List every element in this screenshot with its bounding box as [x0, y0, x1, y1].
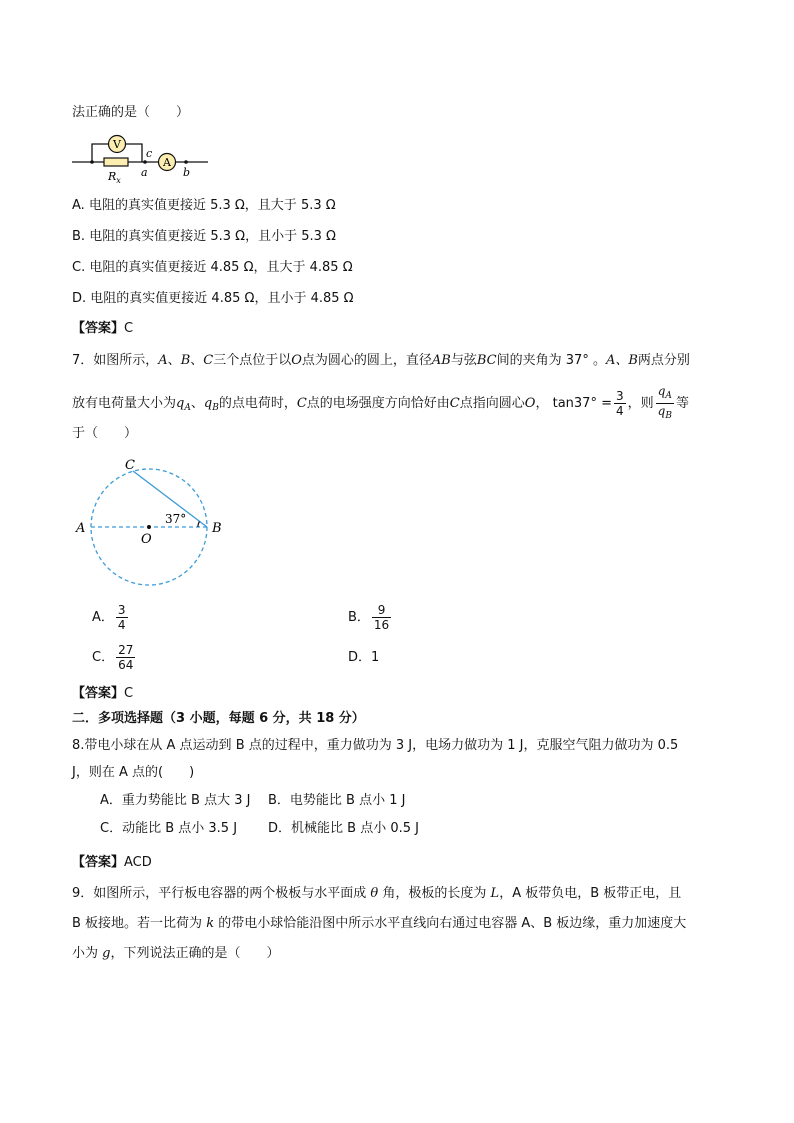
q6-option-c: C. 电阻的真实值更接近 4.85 Ω，且大于 4.85 Ω — [72, 260, 353, 275]
q6-option-a: A. 电阻的真实值更接近 5.3 Ω，且大于 5.3 Ω — [72, 198, 336, 213]
node-c-label: c — [146, 147, 153, 160]
point-b-label: B — [212, 521, 222, 536]
q7-line-3: 于（ ） — [72, 426, 138, 441]
q9-line-2: B 板接地。若一比荷为 k 的带电小球恰能沿图中所示水平直线向右通过电容器 A、B 板边缘，重力加速度大 — [72, 916, 687, 931]
resistor-rx — [104, 158, 128, 166]
q6-option-b: B. 电阻的真实值更接近 5.3 Ω，且小于 5.3 Ω — [72, 229, 336, 244]
q7-option-d: D．1 — [348, 650, 380, 665]
q7-option-c: C． $\frac{27}{64}$ — [92, 643, 134, 672]
q8-option-a: A．重力势能比 B 点大 3 J — [100, 793, 251, 808]
fraction-3-4: $\frac{3}{4}$ — [615, 389, 624, 418]
q7-answer: 【答案】C — [72, 686, 134, 701]
q8-option-b: B．电势能比 B 点小 1 J — [268, 793, 406, 808]
q9-line-1: 9．如图所示，平行板电容器的两个极板与水平面成 θ 角，极板的长度为 L，A 板带负电，B 板带正电，且 — [72, 886, 682, 901]
angle-label: 37° — [165, 512, 187, 526]
center-point — [147, 525, 151, 529]
q7-option-a: A． $\frac{3}{4}$ — [92, 603, 126, 632]
q6-answer: 【答案】C — [72, 321, 134, 336]
q7-line-2: 放有电荷量大小为$q_A$、$q_B$的点电荷时，C点的电场强度方向恰好由C点指向圆心O， tan37° = $\frac{3}{4}$ ，则 $\frac{q_A}{q_B}$ 等 — [72, 384, 689, 421]
q9-line-3: 小为 g，下列说法正确的是（ ） — [72, 946, 280, 961]
section-2-title: 二．多项选择题（3 小题，每题 6 分，共 18 分） — [72, 711, 365, 726]
q8-answer: 【答案】ACD — [72, 855, 152, 870]
q7-circle-figure — [70, 452, 230, 588]
point-c-label: C — [125, 458, 135, 473]
q6-option-d: D. 电阻的真实值更接近 4.85 Ω，且小于 4.85 Ω — [72, 291, 354, 306]
angle-arc — [198, 522, 200, 528]
rx-label: $R_x$ — [108, 170, 121, 184]
fraction-qa-qb: $\frac{q_A}{q_B}$ — [657, 384, 672, 421]
q8-option-d: D．机械能比 B 点小 0.5 J — [268, 821, 419, 836]
node-b-label: b — [183, 166, 191, 179]
q8-option-c: C．动能比 B 点小 3.5 J — [100, 821, 238, 836]
ammeter-label: A — [163, 156, 171, 169]
q6-stem-tail: 法正确的是（ ） — [72, 105, 190, 120]
q7-option-b: B． $\frac{9}{16}$ — [348, 603, 390, 632]
voltmeter-label: V — [113, 138, 121, 151]
point-o-label: O — [141, 532, 152, 547]
point-a-label: A — [76, 521, 86, 536]
q6-circuit-diagram — [70, 132, 210, 184]
q8-line-1: 8.带电小球在从 A 点运动到 B 点的过程中，重力做功为 3 J，电场力做功为 1 J，克服空气阻力做功为 0.5 — [72, 738, 679, 753]
node-a-label: a — [141, 166, 148, 179]
q8-line-2: J，则在 A 点的( ) — [72, 765, 195, 780]
q7-line-1: 7．如图所示，A、B、C三个点位于以O点为圆心的圆上，直径AB与弦BC间的夹角为 37° 。A、B两点分别 — [72, 353, 690, 368]
